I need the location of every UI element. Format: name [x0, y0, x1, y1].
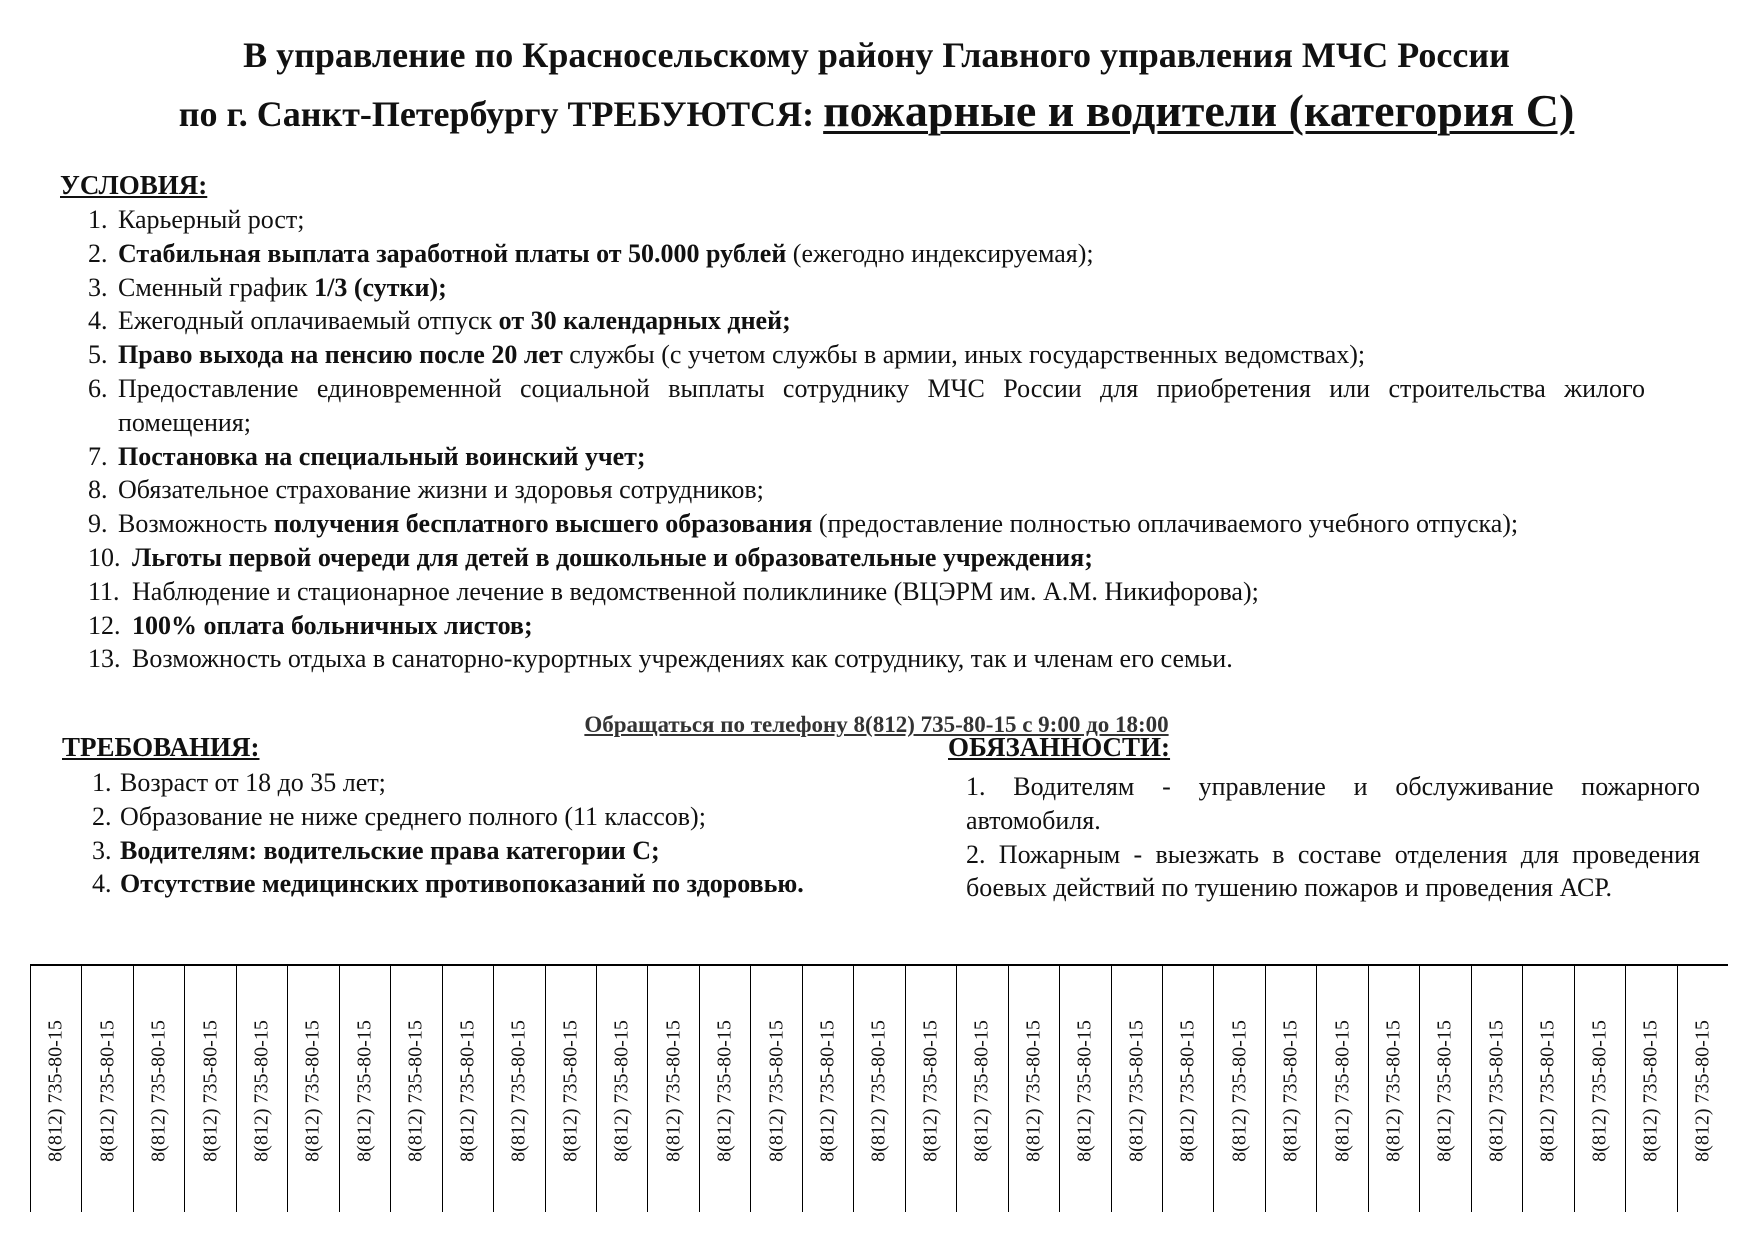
tear-tab-phone: 8(812) 735-80-15: [919, 1020, 942, 1162]
item-number: 1.: [92, 768, 112, 797]
list-item: [88, 507, 1645, 541]
item-number: 13.: [88, 644, 121, 674]
list-item: [88, 237, 1645, 271]
list-item: [88, 473, 1645, 507]
tear-tab-phone: 8(812) 735-80-15: [147, 1020, 170, 1162]
duty-item: 1. Водителям - управление и обслуживание пожарного автомобиля.: [966, 772, 1700, 835]
item-number: 12.: [88, 610, 121, 640]
item-text: [132, 541, 1645, 575]
tear-tab-phone: 8(812) 735-80-15: [301, 1020, 324, 1162]
tear-tab[interactable]: [1677, 966, 1728, 1212]
duties-list: [966, 770, 1700, 905]
item-text: [132, 609, 1645, 643]
tear-tab[interactable]: [1368, 966, 1419, 1212]
tear-tab[interactable]: [545, 966, 596, 1212]
tear-tab[interactable]: [184, 966, 235, 1212]
item-text: [118, 203, 1645, 237]
tear-tab[interactable]: [1162, 966, 1213, 1212]
list-item: [88, 609, 1645, 643]
requirements-list: [92, 766, 952, 901]
tear-tab[interactable]: [647, 966, 698, 1212]
tear-tab-phone: 8(812) 735-80-15: [1073, 1020, 1096, 1162]
list-item: [88, 203, 1645, 237]
item-text-part: Отсутствие медицинских противопоказаний по здоровью.: [120, 869, 804, 899]
tear-tab[interactable]: [1316, 966, 1367, 1212]
item-number: 2.: [88, 238, 108, 268]
tear-tab[interactable]: [802, 966, 853, 1212]
list-item: [92, 834, 952, 868]
tear-tab[interactable]: [1265, 966, 1316, 1212]
tear-tab-phone: 8(812) 735-80-15: [1485, 1020, 1508, 1162]
tear-tab[interactable]: [1419, 966, 1470, 1212]
item-text: [118, 372, 1645, 440]
item-text-part: от 30 календарных дней;: [498, 306, 791, 336]
tear-tab-phone: 8(812) 735-80-15: [1022, 1020, 1045, 1162]
item-text-part: Возможность отдыха в санаторно-курортных учреждениях как сотруднику, так и членам его семьи.: [132, 644, 1233, 674]
item-text-part: Льготы первой очереди для детей в дошкольные и образовательные учреждения;: [132, 542, 1093, 572]
tear-tab-phone: 8(812) 735-80-15: [1125, 1020, 1148, 1162]
tear-tab[interactable]: [596, 966, 647, 1212]
tear-tab[interactable]: [1059, 966, 1110, 1212]
item-number: 1.: [88, 205, 108, 234]
tear-tab[interactable]: [339, 966, 390, 1212]
list-item: [88, 304, 1645, 338]
item-text: [118, 271, 1645, 305]
list-item: [88, 440, 1645, 474]
tear-tab[interactable]: [30, 966, 81, 1212]
item-text-part: Карьерный рост;: [118, 205, 305, 234]
list-item: [88, 271, 1645, 305]
tear-tab-phone: 8(812) 735-80-15: [867, 1020, 890, 1162]
tear-tab-phone: 8(812) 735-80-15: [1228, 1020, 1251, 1162]
conditions-list: [88, 203, 1645, 676]
item-text-part: Обязательное страхование жизни и здоровья сотрудников;: [118, 475, 764, 505]
item-text-part: Право выхода на пенсию после 20 лет: [118, 340, 563, 370]
item-text: [118, 338, 1645, 372]
item-text-part: Водителям: водительские права категории С;: [120, 835, 660, 865]
list-item: [92, 800, 952, 834]
tear-tab[interactable]: [287, 966, 338, 1212]
item-text: [118, 473, 1645, 507]
item-text-part: Постановка на специальный воинский учет;: [118, 441, 646, 471]
requirements-heading: ТРЕБОВАНИЯ:: [62, 732, 260, 762]
list-item: [92, 766, 952, 800]
item-number: 6.: [88, 373, 108, 403]
tear-tab[interactable]: [390, 966, 441, 1212]
tear-tab[interactable]: [493, 966, 544, 1212]
tear-tab-phone: 8(812) 735-80-15: [44, 1020, 67, 1162]
tear-tab[interactable]: [905, 966, 956, 1212]
tear-tab-phone: 8(812) 735-80-15: [456, 1020, 479, 1162]
tear-tab-phone: 8(812) 735-80-15: [1331, 1020, 1354, 1162]
item-text-part: (ежегодно индексируемая);: [786, 238, 1094, 268]
item-text: [120, 867, 952, 901]
list-item: [88, 338, 1645, 372]
item-number: 10.: [88, 542, 121, 572]
item-text-part: 1/3 (сутки);: [314, 272, 447, 302]
title-line-2: [0, 86, 1753, 137]
tear-tab[interactable]: [133, 966, 184, 1212]
tear-tab-phone: 8(812) 735-80-15: [662, 1020, 685, 1162]
list-item: [92, 867, 952, 901]
duties-heading: ОБЯЗАННОСТИ:: [948, 732, 1171, 762]
contact-phone: Обращаться по телефону 8(812) 735-80-15 с 9:00 до 18:00: [584, 712, 1169, 737]
item-text-part: Образование не ниже среднего полного (11 классов);: [120, 801, 706, 831]
tear-off-tabs: [30, 964, 1728, 1212]
tear-tab[interactable]: [1213, 966, 1264, 1212]
item-text: [118, 440, 1645, 474]
tear-tab[interactable]: [442, 966, 493, 1212]
tear-tab-phone: 8(812) 735-80-15: [1691, 1020, 1714, 1162]
item-text: [118, 237, 1645, 271]
title-prefix: по г. Санкт-Петербургу ТРЕБУЮТСЯ:: [178, 94, 824, 134]
item-number: 3.: [88, 272, 108, 302]
item-text-part: службы (с учетом службы в армии, иных государственных ведомствах);: [562, 340, 1366, 370]
item-text: [120, 766, 952, 800]
tear-tab[interactable]: [853, 966, 904, 1212]
tear-tab-phone: 8(812) 735-80-15: [1588, 1020, 1611, 1162]
tear-tab[interactable]: [750, 966, 801, 1212]
tear-tab[interactable]: [236, 966, 287, 1212]
tear-tab[interactable]: [1522, 966, 1573, 1212]
item-number: 8.: [88, 475, 108, 505]
item-text-part: получения бесплатного высшего образования: [273, 509, 813, 539]
tear-tab-phone: 8(812) 735-80-15: [1433, 1020, 1456, 1162]
tear-tab[interactable]: [1471, 966, 1522, 1212]
tear-tab[interactable]: [1625, 966, 1676, 1212]
item-number: 11.: [88, 576, 120, 606]
tear-tab-phone: 8(812) 735-80-15: [559, 1020, 582, 1162]
item-text: [132, 575, 1645, 609]
title-line-1: В управление по Красносельскому району Главного управления МЧС России: [243, 35, 1510, 75]
item-text-part: 100% оплата больничных листов;: [132, 610, 533, 640]
item-text: [120, 800, 952, 834]
list-item: [88, 541, 1645, 575]
tear-tab-phone: 8(812) 735-80-15: [610, 1020, 633, 1162]
tear-tab-phone: 8(812) 735-80-15: [1536, 1020, 1559, 1162]
item-text-part: Стабильная выплата заработной платы от 50.000 рублей: [118, 238, 787, 268]
tear-tab-phone: 8(812) 735-80-15: [1382, 1020, 1405, 1162]
item-text-part: Предоставление единовременной социальной выплаты сотруднику МЧС России для приобретения или строительства жилого помещения;: [118, 373, 1645, 437]
tear-tab-phone: 8(812) 735-80-15: [199, 1020, 222, 1162]
item-text-part: Сменный график: [118, 272, 315, 302]
item-text-part: Наблюдение и стационарное лечение в ведомственной поликлинике (ВЦЭРМ им. А.М. Никифорова);: [132, 576, 1259, 606]
item-text-part: Возраст от 18 до 35 лет;: [120, 768, 386, 797]
tear-tab-phone: 8(812) 735-80-15: [816, 1020, 839, 1162]
item-number: 4.: [88, 306, 108, 336]
item-text-part: (предоставление полностью оплачиваемого учебного отпуска);: [812, 509, 1519, 539]
tear-tab-phone: 8(812) 735-80-15: [96, 1020, 119, 1162]
item-number: 5.: [88, 340, 108, 370]
item-text: [118, 304, 1645, 338]
duty-item: 2. Пожарным - выезжать в составе отделения для проведения боевых действий по тушению пожаров и проведения АСР.: [966, 839, 1700, 903]
tear-tab-phone: 8(812) 735-80-15: [1639, 1020, 1662, 1162]
tear-tab-phone: 8(812) 735-80-15: [353, 1020, 376, 1162]
list-item: [88, 575, 1645, 609]
tear-tab[interactable]: [1574, 966, 1625, 1212]
item-number: 4.: [92, 869, 112, 899]
tear-tab-phone: 8(812) 735-80-15: [765, 1020, 788, 1162]
item-number: 2.: [92, 801, 112, 831]
tear-tab-phone: 8(812) 735-80-15: [1176, 1020, 1199, 1162]
item-number: 7.: [88, 441, 108, 471]
tear-tab-phone: 8(812) 735-80-15: [970, 1020, 993, 1162]
tear-tab[interactable]: [1008, 966, 1059, 1212]
item-text: [132, 642, 1645, 676]
tear-tab-phone: 8(812) 735-80-15: [404, 1020, 427, 1162]
item-text-part: Возможность: [118, 509, 274, 539]
list-item: [88, 642, 1645, 676]
tear-tab-phone: 8(812) 735-80-15: [1279, 1020, 1302, 1162]
conditions-heading: УСЛОВИЯ:: [60, 170, 208, 200]
item-number: 3.: [92, 835, 112, 865]
tear-tab-phone: 8(812) 735-80-15: [250, 1020, 273, 1162]
tear-tab[interactable]: [699, 966, 750, 1212]
tear-tab[interactable]: [81, 966, 132, 1212]
item-number: 9.: [88, 509, 108, 539]
tear-tab-phone: 8(812) 735-80-15: [713, 1020, 736, 1162]
tear-tab[interactable]: [956, 966, 1007, 1212]
tear-tab-phone: 8(812) 735-80-15: [507, 1020, 530, 1162]
item-text-part: Ежегодный оплачиваемый отпуск: [118, 306, 499, 336]
list-item: [88, 372, 1645, 440]
item-text: [120, 834, 952, 868]
title-positions: пожарные и водители (категория С): [823, 85, 1575, 136]
tear-tab[interactable]: [1111, 966, 1162, 1212]
item-text: [118, 507, 1645, 541]
